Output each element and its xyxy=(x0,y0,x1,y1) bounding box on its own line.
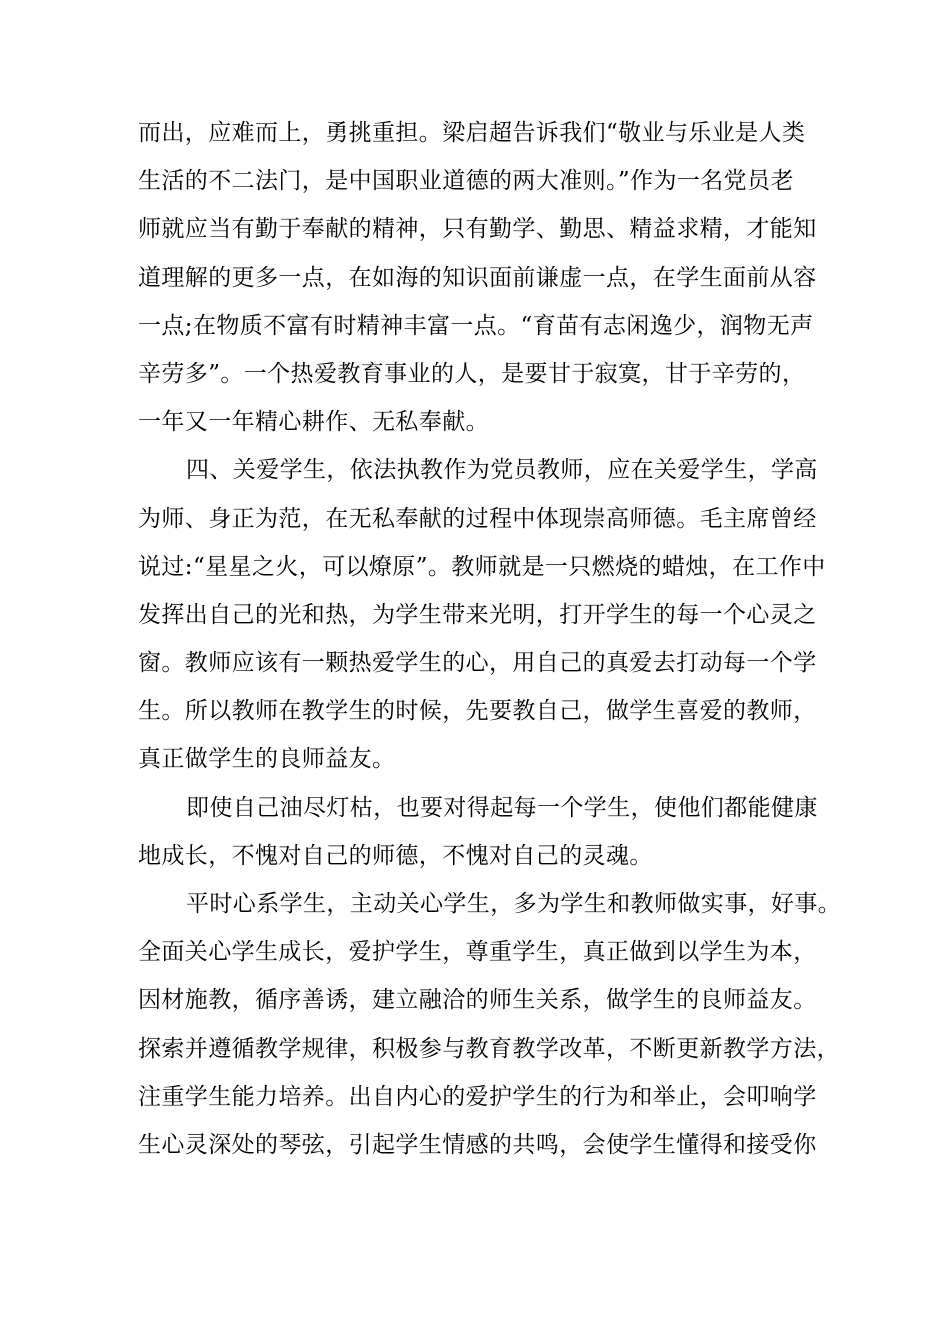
text-line: 注重学生能力培养。出自内心的爱护学生的行为和举止，会叩响学 xyxy=(138,1083,817,1110)
text-line: 探索并遵循教学规律，积极参与教育教学改革，不断更新教学方法， xyxy=(138,1035,840,1062)
text-line: 为师、身正为范，在无私奉献的过程中体现崇高师德。毛主席曾经 xyxy=(138,505,817,532)
text-line: 生。所以教师在教学生的时候，先要教自己，做学生喜爱的教师， xyxy=(138,698,817,725)
text-line: 全面关心学生成长，爱护学生，尊重学生，真正做到以学生为本， xyxy=(138,939,817,966)
paragraph xyxy=(138,446,850,783)
text-line: 窗。教师应该有一颗热爱学生的心，用自己的真爱去打动每一个学 xyxy=(138,650,817,677)
paragraph xyxy=(138,109,850,446)
paragraph xyxy=(138,880,850,1169)
text-line: 发挥出自己的光和热，为学生带来光明，打开学生的每一个心灵之 xyxy=(138,601,817,628)
text-line: 说过:“星星之火，可以燎原”。教师就是一只燃烧的蜡烛，在工作中 xyxy=(138,553,826,580)
text-line: 即使自己油尽灯枯，也要对得起每一个学生，使他们都能健康 xyxy=(186,794,818,821)
text-line: 师就应当有勤于奉献的精神，只有勤学、勤思、精益求精，才能知 xyxy=(138,216,817,243)
text-line: 辛劳多”。一个热爱教育事业的人，是要甘于寂寞，甘于辛劳的， xyxy=(138,360,806,387)
paragraph xyxy=(138,784,850,880)
text-line: 道理解的更多一点，在如海的知识面前谦虚一点，在学生面前从容 xyxy=(138,264,817,291)
text-line: 一点;在物质不富有时精神丰富一点。“育苗有志闲逸少，润物无声 xyxy=(138,312,814,339)
text-line: 真正做学生的良师益友。 xyxy=(138,746,396,773)
text-line: 生活的不二法门，是中国职业道德的两大准则。”作为一名党员老 xyxy=(138,168,794,195)
text-line: 地成长，不愧对自己的师德，不愧对自己的灵魂。 xyxy=(138,842,653,869)
document-body xyxy=(138,109,850,1169)
text-line: 四、关爱学生，依法执教作为党员教师，应在关爱学生，学高 xyxy=(186,457,818,484)
text-line: 一年又一年精心耕作、无私奉献。 xyxy=(138,409,489,436)
text-line: 平时心系学生，主动关心学生，多为学生和教师做实事，好事。 xyxy=(186,891,842,917)
text-line: 生心灵深处的琴弦，引起学生情感的共鸣，会使学生懂得和接受你 xyxy=(138,1131,817,1158)
text-line: 而出，应难而上，勇挑重担。梁启超告诉我们“敬业与乐业是人类 xyxy=(138,120,806,146)
text-line: 因材施教，循序善诱，建立融洽的师生关系，做学生的良师益友。 xyxy=(138,987,817,1014)
